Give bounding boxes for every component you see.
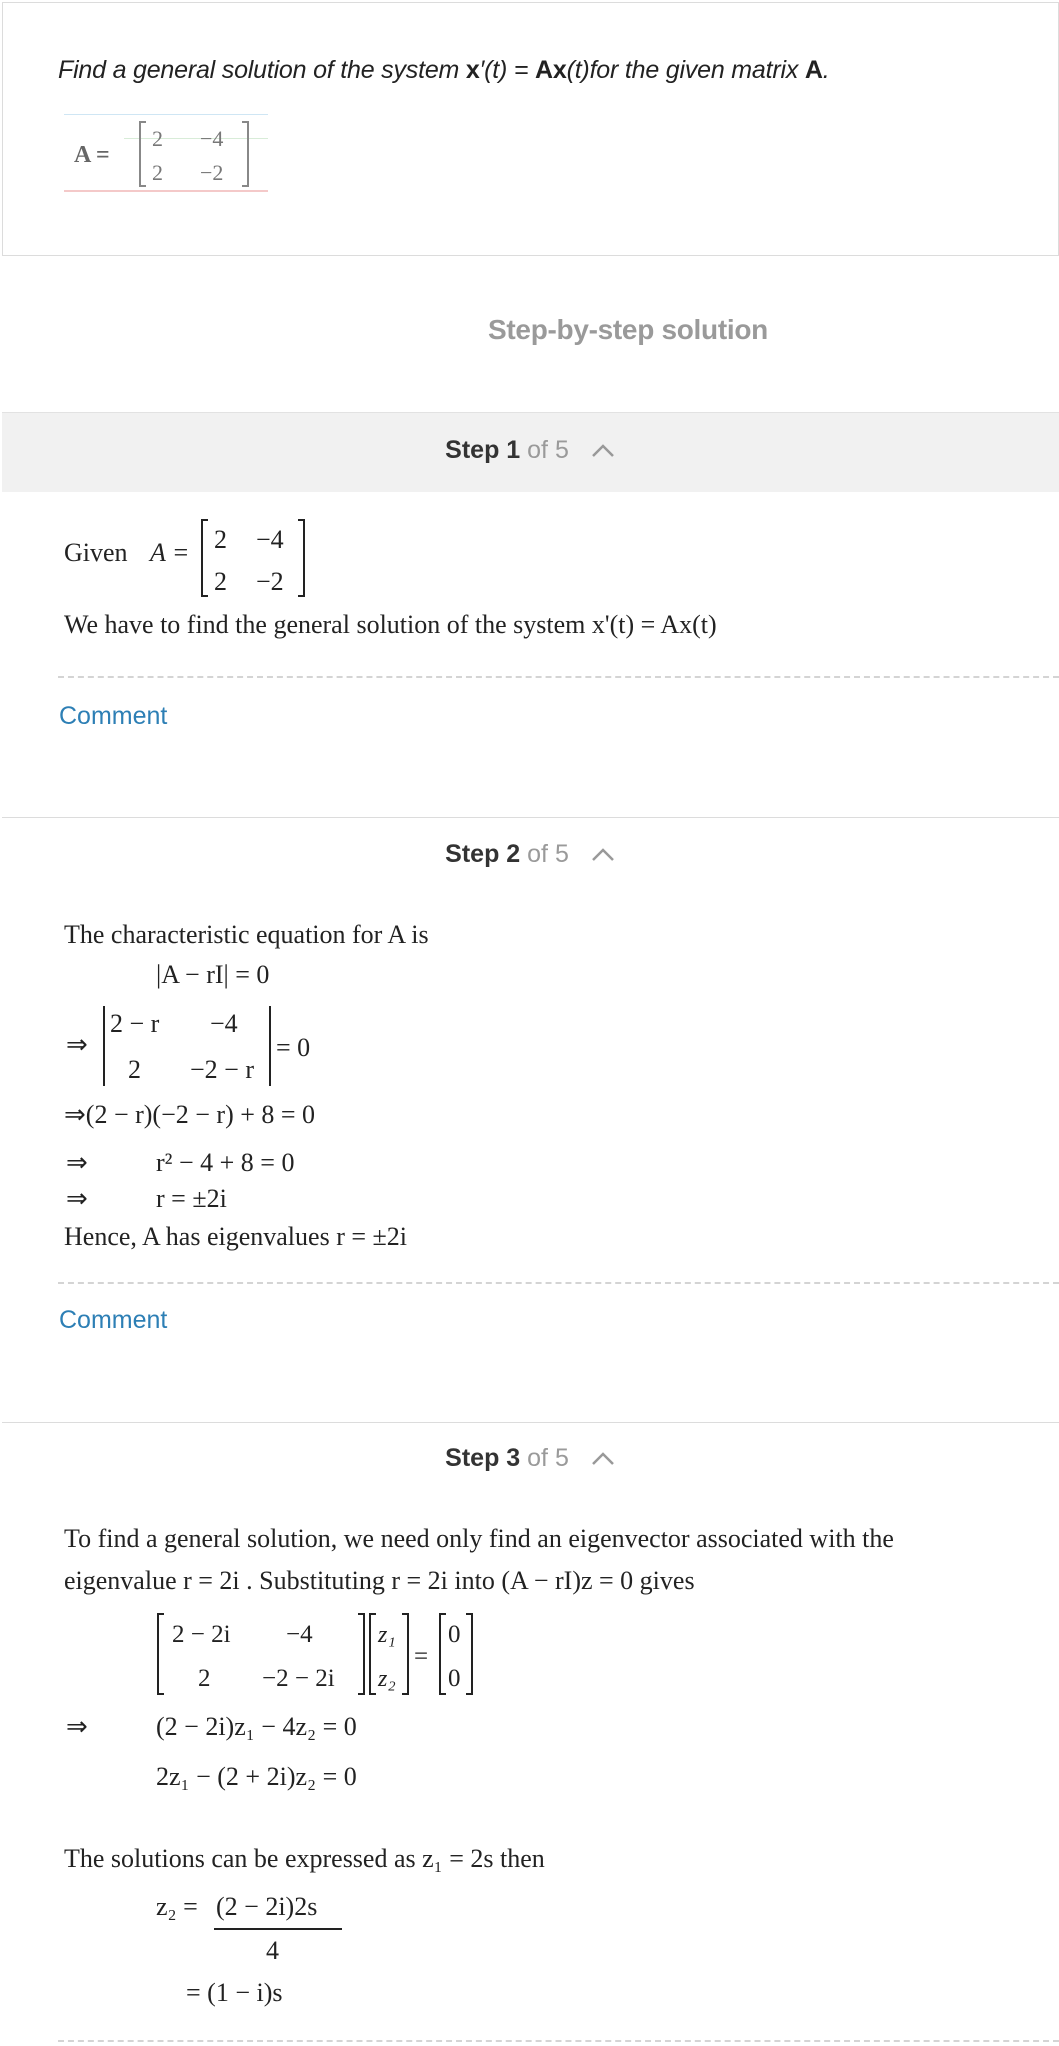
step1-of: of 5 bbox=[527, 436, 569, 464]
step3-frac-bar bbox=[214, 1928, 342, 1930]
step2-line1: The characteristic equation for A is bbox=[64, 920, 429, 949]
step3-divider bbox=[58, 2040, 1059, 2042]
step3-label: Step 3 bbox=[445, 1444, 521, 1472]
step3-m21: 2 bbox=[198, 1665, 211, 1692]
step3-zero2: 0 bbox=[448, 1665, 461, 1692]
step3-header[interactable] bbox=[2, 1444, 1059, 1473]
step2-arrow5: ⇒ bbox=[66, 1148, 88, 1177]
chevron-up-icon[interactable] bbox=[590, 847, 616, 863]
step2-d21: 2 bbox=[128, 1055, 141, 1084]
problem-statement: Find a general solution of the system x′(t) = Ax(t)for the given matrix A. bbox=[58, 56, 830, 84]
step2-d12: −4 bbox=[210, 1009, 238, 1038]
step3-eq1: (2 − 2i)z₁ − 4z₂ = 0 bbox=[156, 1712, 357, 1741]
step2-comment-link[interactable]: Comment bbox=[59, 1306, 168, 1334]
solution-title: Step-by-step solution bbox=[488, 314, 768, 345]
step2-of: of 5 bbox=[527, 840, 569, 868]
step2-arrow1: ⇒ bbox=[66, 1030, 88, 1059]
step3-z1: z₁ bbox=[378, 1622, 396, 1648]
step2-header[interactable] bbox=[2, 840, 1059, 869]
step1-matrix bbox=[200, 516, 310, 600]
chevron-up-icon[interactable] bbox=[590, 1451, 616, 1467]
step3-line1: To find a general solution, we need only find an eigenvector associated with the bbox=[64, 1524, 894, 1553]
step1-m21: 2 bbox=[214, 567, 227, 596]
step1-line2: We have to find the general solution of the system x'(t) = Ax(t) bbox=[64, 610, 717, 639]
step3-frac-num: (2 − 2i)2s bbox=[216, 1892, 318, 1921]
step1-m22: −2 bbox=[256, 567, 284, 596]
step1-m11: 2 bbox=[214, 525, 227, 554]
step1-comment-link[interactable]: Comment bbox=[59, 702, 168, 730]
step3-of: of 5 bbox=[527, 1444, 569, 1472]
step2-label: Step 2 bbox=[445, 840, 521, 868]
step3-line5: The solutions can be expressed as z₁ = 2s then bbox=[64, 1844, 545, 1873]
step2-line4: ⇒(2 − r)(−2 − r) + 8 = 0 bbox=[64, 1100, 316, 1129]
step-separator bbox=[2, 817, 1059, 818]
svg-text:=: = bbox=[414, 1643, 429, 1670]
problem-matrix-a11: 2 bbox=[152, 126, 163, 151]
step1-m12: −4 bbox=[256, 525, 284, 554]
step2-line6: r = ±2i bbox=[156, 1184, 227, 1213]
step3-arrow: ⇒ bbox=[66, 1712, 88, 1741]
step3-zero1: 0 bbox=[448, 1621, 461, 1648]
step3-last: = (1 − i)s bbox=[186, 1978, 283, 2007]
chevron-up-icon[interactable] bbox=[590, 443, 616, 459]
step3-m11: 2 − 2i bbox=[172, 1621, 231, 1648]
step3-frac-den: 4 bbox=[266, 1936, 279, 1965]
problem-matrix-a22: −2 bbox=[200, 160, 224, 185]
step3-m22: −2 − 2i bbox=[262, 1665, 335, 1692]
step2-d22: −2 − r bbox=[190, 1055, 254, 1084]
step2-line7: Hence, A has eigenvalues r = ±2i bbox=[64, 1222, 408, 1251]
step3-eq2: 2z₁ − (2 + 2i)z₂ = 0 bbox=[156, 1762, 357, 1791]
step3-matrix-equation bbox=[156, 1612, 496, 1696]
step1-given: Given bbox=[64, 538, 128, 567]
problem-matrix-a12: −4 bbox=[200, 126, 224, 151]
step3-m12: −4 bbox=[286, 1621, 313, 1648]
step1-divider bbox=[58, 676, 1059, 678]
problem-matrix-a21: 2 bbox=[152, 160, 163, 185]
step2-determinant bbox=[100, 1002, 340, 1092]
step2-det-eq: = 0 bbox=[276, 1033, 311, 1062]
step2-divider bbox=[58, 1282, 1059, 1284]
step1-label: Step 1 bbox=[445, 436, 521, 464]
step2-arrow6: ⇒ bbox=[66, 1184, 88, 1213]
step2-line2: |A − rI| = 0 bbox=[156, 960, 270, 989]
step1-header[interactable] bbox=[2, 436, 1059, 465]
problem-matrix-label: A = bbox=[74, 142, 110, 168]
step3-z2: z₂ bbox=[378, 1666, 396, 1692]
step3-z2-eq: z₂ = bbox=[156, 1892, 198, 1921]
step2-line5: r² − 4 + 8 = 0 bbox=[156, 1148, 295, 1177]
step3-line2: eigenvalue r = 2i . Substituting r = 2i into (A − rI)z = 0 gives bbox=[64, 1566, 695, 1595]
problem-matrix-image bbox=[64, 112, 268, 194]
step1-A-eq: A = bbox=[150, 538, 190, 567]
step2-d11: 2 − r bbox=[110, 1009, 160, 1038]
step-separator bbox=[2, 1422, 1059, 1423]
